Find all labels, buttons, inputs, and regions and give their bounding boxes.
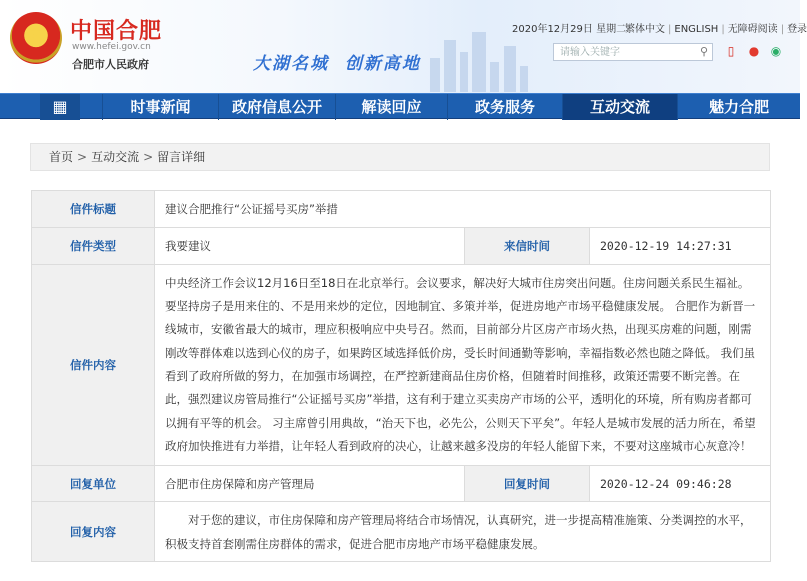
breadcrumb-interaction[interactable]: 互动交流 <box>91 150 140 164</box>
site-subtitle: 合肥市人民政府 <box>72 58 149 71</box>
row-title <box>32 191 771 228</box>
row-reply-content <box>32 502 771 562</box>
time-value: 2020-12-19 14:27:31 <box>590 228 771 265</box>
slogan-part-1: 大湖名城 <box>253 54 329 74</box>
wechat-icon[interactable]: ◉ <box>770 44 782 58</box>
breadcrumb-current: 留言详细 <box>157 150 206 164</box>
star-icon: ★ <box>28 23 44 42</box>
national-emblem-logo[interactable] <box>10 12 62 64</box>
search-input[interactable] <box>553 43 713 61</box>
reply-unit-value: 合肥市住房保障和房产管理局 <box>155 466 465 502</box>
home-building-icon[interactable]: ▦ <box>40 94 80 120</box>
reply-content-value: 对于您的建议，市住房保障和房产管理局将结合市场情况，认真研究，进一步提高精准施策、分类调控的水平，积极支持首套刚需住房群体的需求，促进合肥市房地产市场平稳健康发展。 <box>155 502 771 562</box>
breadcrumb-home[interactable]: 首页 <box>49 150 74 164</box>
row-reply-unit <box>32 466 771 502</box>
type-value: 我要建议 <box>155 228 465 265</box>
breadcrumb-bar <box>30 143 770 171</box>
link-english[interactable]: ENGLISH <box>674 24 719 35</box>
time-label: 来信时间 <box>465 228 590 265</box>
link-traditional-chinese[interactable]: 繁体中文 <box>625 24 665 35</box>
header-links: 繁体中文 | ENGLISH | 无障碍阅读 | 登录 <box>625 24 807 35</box>
site-header <box>0 0 807 93</box>
search-icon[interactable]: ⚲ <box>699 45 709 58</box>
letter-detail-table <box>31 190 771 562</box>
nav-item-interaction[interactable]: 互动交流 <box>562 94 677 120</box>
site-title[interactable]: 中国合肥 <box>70 19 163 44</box>
site-url: www.hefei.gov.cn <box>72 42 151 52</box>
current-date: 2020年12月29日 星期二 <box>512 24 627 35</box>
link-accessible-reading[interactable]: 无障碍阅读 <box>727 24 778 35</box>
reply-time-label: 回复时间 <box>465 466 590 502</box>
row-content <box>32 265 771 466</box>
nav-item-interpretation[interactable]: 解读回应 <box>335 94 447 120</box>
reply-content-label: 回复内容 <box>32 502 155 562</box>
title-label: 信件标题 <box>32 191 155 228</box>
nav-item-gov-info[interactable]: 政府信息公开 <box>218 94 335 120</box>
main-nav <box>0 93 800 119</box>
mobile-icon[interactable]: ▯ <box>727 44 735 58</box>
row-type-time <box>32 228 771 265</box>
title-value: 建议合肥推行“公证摇号买房”举措 <box>155 191 771 228</box>
nav-item-gov-services[interactable]: 政务服务 <box>447 94 562 120</box>
type-label: 信件类型 <box>32 228 155 265</box>
nav-item-news[interactable]: 时事新闻 <box>102 94 218 120</box>
content-label: 信件内容 <box>32 265 155 466</box>
slogan <box>253 49 421 74</box>
content-value: 中央经济工作会议12月16日至18日在北京举行。会议要求，解决好大城市住房突出问题。住房问题关系民生福祉。要坚持房子是用来住的、不是用来炒的定位，因地制宜、多策并举，促进房地产市场平稳健康发展。 合肥作为新晋一线城市，安徽省最大的城市，理应积极响应中央号召。然而，目前部分片区房产市场火热，出现买房难的问题，刚需刚改等群体难以选到心仪的房子，如果跨区域选择低价房，受长时间通勤等影响，幸福指数必然也随之降低。 我们虽看到了政府所做的努力，在加强市场调控，在严控新建商品住房价格，但随着时间推移，政策还需要不断完善。在此，强烈建议房管局推行“公证摇号买房”举措，这有利于建立买卖房产市场的公平，透明化的环境，所有购房者都可以拥有平等的机会。 习主席曾引用典故，“治天下也，必先公，公则天下平矣”。年轻人是城市发展的活力所在，希望政府加快推进有力举措，让年轻人看到政府的决心，让越来越多没房的年轻人能留下来，不要对这座城市心灰意冷！ <box>155 265 771 466</box>
weibo-icon[interactable]: ● <box>748 44 760 58</box>
reply-time-value: 2020-12-24 09:46:28 <box>590 466 771 502</box>
nav-item-charm-hefei[interactable]: 魅力合肥 <box>677 94 800 120</box>
reply-unit-label: 回复单位 <box>32 466 155 502</box>
breadcrumb: 首页 > 互动交流 > 留言详细 <box>49 150 206 164</box>
slogan-part-2: 创新高地 <box>344 54 421 74</box>
link-login[interactable]: 登录 <box>787 24 807 35</box>
